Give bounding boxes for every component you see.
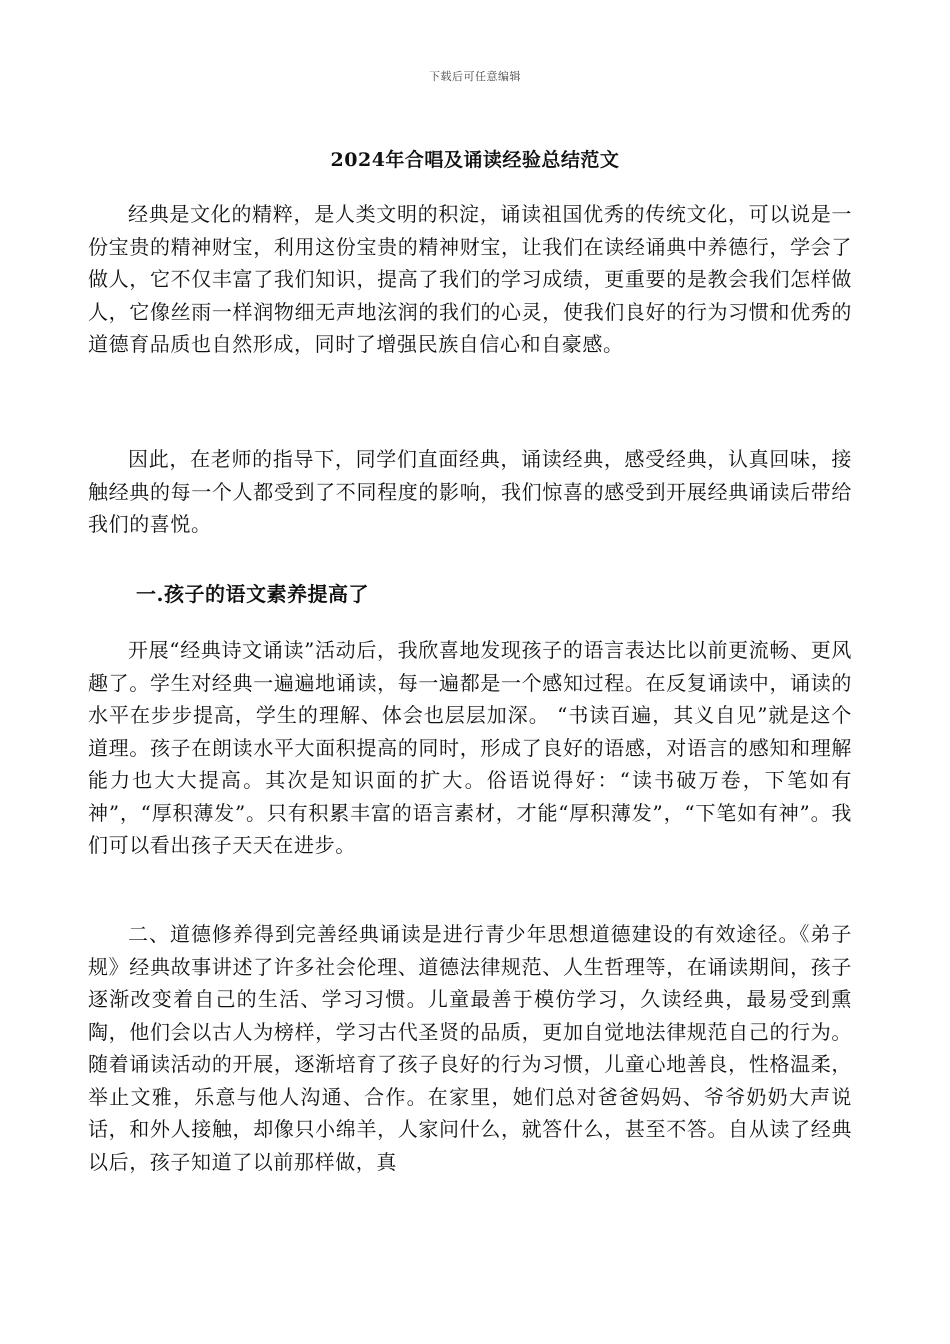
- paragraph-therefore: 因此，在老师的指导下，同学们直面经典，诵读经典，感受经典，认真回味，接触经典的每一个人都受到了不同程度的影响，我们惊喜的感受到开展经典诵读后带给我们的喜悦。: [88, 447, 852, 536]
- paragraph-intro: 经典是文化的精粹，是人类文明的积淀，诵读祖国优秀的传统文化，可以说是一份宝贵的精神财宝，利用这份宝贵的精神财宝，让我们在读经诵典中养德行，学会了做人，它不仅丰富了我们知识，提高了我们的学习成绩，更重要的是教会我们怎样做人，它像丝雨一样润物细无声地泫润的我们的心灵，使我们良好的行为习惯和优秀的道德育品质也自然形成，同时了增强民族自信心和自豪感。: [88, 202, 852, 356]
- paragraph-moral-cultivation: 二、道德修养得到完善经典诵读是进行青少年思想道德建设的有效途径。《弟子规》经典故事讲述了许多社会伦理、道德法律规范、人生哲理等，在诵读期间，孩子逐渐改变着自己的生活、学习习惯。儿童最善于模仿学习，久读经典，最易受到熏陶，他们会以古人为榜样，学习古代圣贤的品质，更加自觉地法律规范自己的行为。随着诵读活动的开展，逐渐培育了孩子良好的行为习惯，儿童心地善良，性格温柔，举止文雅，乐意与他人沟通、合作。在家里，她们总对爸爸妈妈、爷爷奶奶大声说话，和外人接触，却像只小绵羊，人家问什么，就答什么，甚至不答。自从读了经典以后，孩子知道了以前那样做，真: [88, 922, 852, 1174]
- section-heading-1: 一.孩子的语文素养提高了: [136, 582, 369, 606]
- paragraph-language-literacy: 开展“经典诗文诵读”活动后，我欣喜地发现孩子的语言表达比以前更流畅、更风趣了。学生对经典一遍遍地诵读，每一遍都是一个感知过程。在反复诵读中，诵读的水平在步步提高，学生的理解、体会也层层加深。 “书读百遍，其义自见”就是这个道理。孩子在朗读水平大面积提高的同时，形成了良好的语感，对语言的感知和理解能力也大大提高。其次是知识面的扩大。俗语说得好：“读书破万卷，下笔如有神”，“厚积薄发”。只有积累丰富的语言素材，才能“厚积薄发”，“下笔如有神”。我们可以看出孩子天天在进步。: [88, 638, 852, 857]
- document-title: 2024年合唱及诵读经验总结范文: [330, 149, 620, 171]
- header-note: 下载后可任意编辑: [429, 70, 521, 83]
